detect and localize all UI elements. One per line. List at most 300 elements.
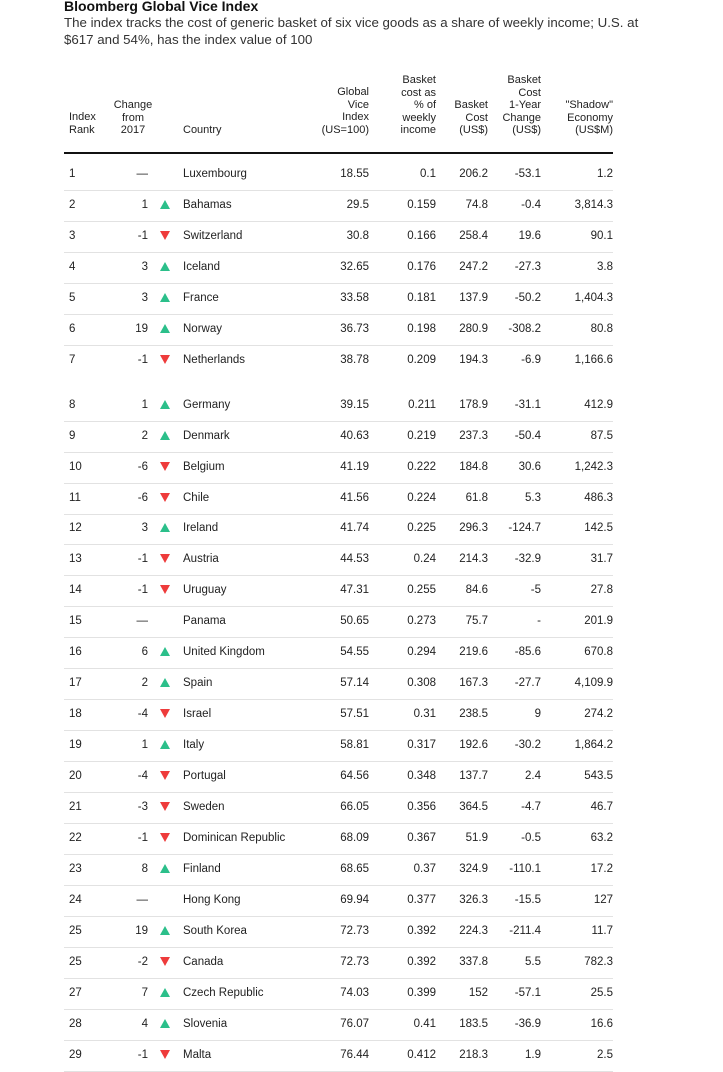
table-row	[64, 422, 613, 453]
income-share-cell: 0.209	[407, 353, 436, 366]
rank-cell: 15	[69, 615, 82, 628]
country-cell: Austria	[183, 553, 219, 566]
change-cell: -1	[137, 1048, 148, 1061]
header-line: Cost	[518, 86, 541, 99]
cost-change-cell: -5	[530, 584, 541, 597]
change-cell: -6	[137, 491, 148, 504]
shadow-economy-cell: 17.2	[590, 862, 613, 875]
header-line: (US$M)	[575, 124, 613, 136]
cost-change-cell: -27.7	[514, 677, 541, 690]
country-cell: Czech Republic	[183, 986, 264, 999]
shadow-economy-cell: 4,109.9	[574, 677, 613, 690]
arrow-up-icon	[160, 293, 170, 302]
country-cell: Italy	[183, 739, 205, 752]
cost-change-cell: -	[537, 615, 541, 628]
table-row	[64, 484, 613, 515]
header-line: (US=100)	[321, 123, 369, 136]
header-line: Basket	[507, 74, 541, 86]
cost-change-cell: -30.2	[514, 739, 541, 752]
basket-cost-cell: 183.5	[459, 1017, 488, 1030]
arrow-up-icon	[160, 262, 170, 271]
cost-change-cell: -57.1	[514, 986, 541, 999]
table-row	[64, 315, 613, 346]
country-cell: Luxembourg	[183, 168, 247, 180]
change-cell: 7	[141, 986, 148, 999]
rank-cell: 14	[69, 584, 82, 597]
shadow-economy-cell: 1,404.3	[574, 291, 613, 304]
rank-cell: 8	[69, 398, 76, 411]
table-row	[64, 545, 613, 576]
change-cell: —	[136, 615, 148, 628]
change-cell: 1	[141, 198, 148, 211]
rank-cell: 25	[69, 924, 82, 937]
vice-index-cell: 30.8	[346, 229, 369, 242]
income-share-cell: 0.308	[407, 677, 436, 690]
vice-index-cell: 41.19	[340, 460, 369, 473]
income-share-cell: 0.222	[407, 460, 436, 473]
table-row	[64, 638, 613, 669]
header-country	[183, 124, 222, 137]
vice-index-cell: 32.65	[340, 260, 369, 273]
change-cell: 8	[141, 862, 148, 875]
cost-change-cell: -211.4	[509, 924, 541, 937]
arrow-down-icon	[160, 585, 170, 594]
country-cell: Uruguay	[183, 584, 227, 597]
basket-cost-cell: 326.3	[459, 893, 488, 906]
cost-change-cell: -308.2	[508, 322, 541, 335]
table-row	[64, 700, 613, 731]
rank-cell: 18	[69, 708, 82, 721]
vice-index-cell: 38.78	[340, 353, 369, 366]
basket-cost-cell: 218.3	[459, 1048, 488, 1061]
shadow-economy-cell: 274.2	[584, 708, 613, 721]
vice-index-cell: 76.44	[340, 1048, 369, 1061]
vice-index-cell: 64.56	[340, 770, 369, 783]
shadow-economy-cell: 782.3	[584, 955, 613, 968]
header-line: Change	[502, 111, 541, 124]
header-line: Economy	[567, 111, 613, 124]
header-basket-pct-income	[401, 74, 436, 137]
header-shadow-economy	[565, 99, 613, 137]
income-share-cell: 0.348	[407, 770, 436, 783]
vice-index-cell: 36.73	[340, 322, 369, 335]
table-row	[64, 917, 613, 948]
income-share-cell: 0.176	[407, 260, 436, 273]
income-share-cell: 0.1	[420, 168, 436, 180]
income-share-cell: 0.224	[407, 491, 436, 504]
basket-cost-cell: 192.6	[459, 739, 488, 752]
basket-cost-cell: 84.6	[465, 584, 488, 597]
shadow-economy-cell: 46.7	[590, 801, 613, 813]
row-divider	[64, 1071, 613, 1072]
table-row	[64, 793, 613, 824]
vice-index-cell: 39.15	[340, 398, 369, 411]
country-cell: Finland	[183, 862, 221, 875]
income-share-cell: 0.392	[407, 955, 436, 968]
header-rank	[69, 111, 96, 136]
change-cell: 2	[141, 429, 148, 442]
shadow-economy-cell: 670.8	[584, 646, 613, 659]
table-row	[64, 191, 613, 222]
income-share-cell: 0.198	[407, 322, 436, 335]
cost-change-cell: 9	[534, 708, 541, 721]
cost-change-cell: -6.9	[521, 353, 541, 366]
country-cell: United Kingdom	[183, 646, 265, 659]
header-line: cost as	[401, 86, 436, 99]
rank-cell: 29	[69, 1048, 82, 1061]
arrow-down-icon	[160, 231, 170, 240]
table-row	[64, 731, 613, 762]
shadow-economy-cell: 27.8	[590, 584, 613, 597]
country-cell: Netherlands	[183, 353, 246, 366]
basket-cost-cell: 74.8	[465, 198, 488, 211]
shadow-economy-cell: 16.6	[590, 1017, 613, 1030]
header-line: (US$)	[512, 124, 541, 136]
arrow-up-icon	[160, 864, 170, 873]
vice-index-cell: 41.56	[340, 491, 369, 504]
basket-cost-cell: 337.8	[459, 955, 488, 968]
rank-cell: 5	[69, 291, 76, 304]
cost-change-cell: 19.6	[518, 229, 541, 242]
cost-change-cell: 30.6	[518, 460, 541, 473]
arrow-up-icon	[160, 523, 170, 532]
income-share-cell: 0.225	[407, 522, 436, 535]
country-cell: Malta	[183, 1048, 212, 1061]
shadow-economy-cell: 127	[593, 893, 613, 906]
cost-change-cell: -4.7	[521, 801, 541, 813]
basket-cost-cell: 152	[468, 986, 488, 999]
table-row	[64, 160, 613, 191]
arrow-up-icon	[160, 431, 170, 440]
shadow-economy-cell: 201.9	[584, 615, 613, 628]
table-row	[64, 948, 613, 979]
income-share-cell: 0.399	[407, 986, 436, 999]
country-cell: Belgium	[183, 460, 225, 473]
shadow-economy-cell: 3,814.3	[574, 198, 613, 211]
change-cell: 1	[141, 739, 148, 752]
country-cell: Hong Kong	[183, 893, 241, 906]
cost-change-cell: -53.1	[514, 168, 541, 180]
arrow-up-icon	[160, 1019, 170, 1028]
table-row	[64, 253, 613, 284]
cost-change-cell: -50.2	[514, 291, 541, 304]
cost-change-cell: -124.7	[508, 522, 541, 535]
header-line: Country	[183, 124, 222, 136]
country-cell: Panama	[183, 615, 226, 628]
rank-cell: 21	[69, 801, 82, 813]
shadow-economy-cell: 3.8	[597, 260, 613, 273]
change-cell: -6	[137, 460, 148, 473]
vice-index-cell: 57.51	[340, 708, 369, 721]
shadow-economy-cell: 31.7	[590, 553, 613, 566]
table-row	[64, 222, 613, 253]
table-row	[64, 514, 613, 545]
basket-cost-cell: 238.5	[459, 708, 488, 721]
header-line: Basket	[402, 74, 436, 86]
vice-index-cell: 66.05	[340, 801, 369, 813]
rank-cell: 11	[69, 491, 81, 504]
basket-cost-cell: 296.3	[459, 522, 488, 535]
basket-cost-cell: 258.4	[459, 229, 488, 242]
header-line: Basket	[454, 99, 488, 111]
rank-cell: 4	[69, 260, 76, 273]
change-cell: -1	[137, 353, 148, 366]
header-rule	[64, 152, 613, 154]
header-line: Change	[113, 99, 153, 111]
rank-cell: 17	[69, 677, 82, 690]
table-row	[64, 284, 613, 315]
vice-index-cell: 33.58	[340, 291, 369, 304]
vice-index-cell: 69.94	[340, 893, 369, 906]
change-cell: 3	[141, 291, 148, 304]
arrow-up-icon	[160, 200, 170, 209]
rank-cell: 25	[69, 955, 82, 968]
change-cell: 19	[135, 322, 148, 335]
rank-cell: 6	[69, 322, 76, 335]
rank-cell: 12	[69, 522, 82, 535]
header-line: from	[122, 111, 144, 124]
header-line: (US$)	[459, 124, 488, 136]
vice-index-cell: 68.65	[340, 862, 369, 875]
change-cell: 4	[141, 1017, 148, 1030]
rank-cell: 24	[69, 893, 82, 906]
arrow-down-icon	[160, 957, 170, 966]
header-line: income	[400, 124, 436, 136]
rank-cell: 2	[69, 198, 76, 211]
cost-change-cell: -0.5	[521, 831, 541, 844]
cost-change-cell: -36.9	[514, 1017, 541, 1030]
rank-cell: 22	[69, 831, 82, 844]
header-line: Cost	[465, 111, 488, 124]
country-cell: Chile	[183, 491, 210, 504]
country-cell: Iceland	[183, 260, 221, 273]
table-row	[64, 391, 613, 422]
table-row	[64, 669, 613, 700]
header-line: % of	[413, 99, 436, 111]
income-share-cell: 0.273	[407, 615, 436, 628]
shadow-economy-cell: 543.5	[584, 770, 613, 783]
header-line: Index	[69, 111, 96, 123]
change-cell: 2	[141, 677, 148, 690]
arrow-down-icon	[160, 709, 170, 718]
cost-change-cell: -31.1	[514, 398, 541, 411]
shadow-economy-cell: 1,166.6	[574, 353, 613, 366]
basket-cost-cell: 206.2	[459, 168, 488, 180]
change-cell: -4	[137, 708, 148, 721]
vice-index-cell: 72.73	[340, 924, 369, 937]
country-cell: Norway	[183, 322, 222, 335]
country-cell: Israel	[183, 708, 212, 721]
arrow-up-icon	[160, 647, 170, 656]
cost-change-cell: 5.5	[525, 955, 541, 968]
rank-cell: 9	[69, 429, 76, 442]
arrow-down-icon	[160, 771, 170, 780]
rank-cell: 19	[69, 739, 82, 752]
header-global-vice-index	[322, 86, 369, 136]
income-share-cell: 0.181	[407, 291, 436, 304]
country-cell: France	[183, 291, 219, 304]
basket-cost-cell: 137.7	[459, 770, 488, 783]
income-share-cell: 0.219	[407, 429, 436, 442]
vice-index-cell: 44.53	[340, 553, 369, 566]
income-share-cell: 0.294	[407, 646, 436, 659]
country-cell: Denmark	[183, 429, 230, 442]
cost-change-cell: 5.3	[525, 491, 541, 504]
table-row	[64, 1041, 613, 1072]
shadow-economy-cell: 2.5	[597, 1048, 613, 1061]
header-line: Vice	[347, 98, 369, 111]
arrow-down-icon	[160, 833, 170, 842]
table-row	[64, 1010, 613, 1041]
basket-cost-cell: 214.3	[459, 553, 488, 566]
country-cell: Sweden	[183, 801, 225, 813]
table-row	[64, 855, 613, 886]
basket-cost-cell: 219.6	[459, 646, 488, 659]
shadow-economy-cell: 87.5	[590, 429, 613, 442]
header-basket-cost-change	[502, 74, 541, 137]
country-cell: Slovenia	[183, 1017, 228, 1030]
vice-index-cell: 68.09	[340, 831, 369, 844]
rank-cell: 1	[69, 168, 76, 180]
cost-change-cell: -15.5	[514, 893, 541, 906]
rank-cell: 3	[69, 229, 76, 242]
shadow-economy-cell: 63.2	[590, 831, 613, 844]
header-line: "Shadow"	[565, 99, 613, 111]
shadow-economy-cell: 11.7	[591, 924, 613, 937]
shadow-economy-cell: 486.3	[584, 491, 613, 504]
income-share-cell: 0.159	[407, 198, 436, 211]
arrow-down-icon	[160, 802, 170, 811]
header-line: Index	[342, 111, 369, 123]
shadow-economy-cell: 90.1	[590, 229, 613, 242]
income-share-cell: 0.255	[407, 584, 436, 597]
table-row	[64, 979, 613, 1010]
change-cell: -1	[137, 831, 148, 844]
change-cell: —	[136, 893, 148, 906]
vice-index-cell: 50.65	[340, 615, 369, 628]
arrow-up-icon	[160, 400, 170, 409]
arrow-up-icon	[160, 678, 170, 687]
rank-cell: 16	[69, 646, 82, 659]
rank-cell: 20	[69, 770, 82, 783]
cost-change-cell: -32.9	[514, 553, 541, 566]
vice-index-cell: 57.14	[340, 677, 369, 690]
vice-index-cell: 41.74	[340, 522, 369, 535]
change-cell: -4	[137, 770, 148, 783]
change-cell: -1	[137, 584, 148, 597]
table-row	[64, 824, 613, 855]
income-share-cell: 0.317	[407, 739, 436, 752]
income-share-cell: 0.41	[413, 1017, 436, 1030]
basket-cost-cell: 237.3	[459, 429, 488, 442]
vice-index-cell: 74.03	[340, 986, 369, 999]
change-cell: 1	[141, 398, 148, 411]
chart-title: Bloomberg Global Vice Index	[64, 0, 259, 14]
country-cell: Canada	[183, 955, 224, 968]
basket-cost-cell: 51.9	[465, 831, 488, 844]
income-share-cell: 0.31	[413, 708, 436, 721]
country-cell: Ireland	[183, 522, 219, 535]
table-row	[64, 762, 613, 793]
header-change	[102, 99, 164, 137]
change-cell: 3	[141, 522, 148, 535]
rank-cell: 7	[69, 353, 76, 366]
income-share-cell: 0.24	[413, 553, 436, 566]
vice-index-cell: 47.31	[340, 584, 369, 597]
shadow-economy-cell: 1,242.3	[574, 460, 613, 473]
arrow-down-icon	[160, 493, 170, 502]
country-cell: Spain	[183, 677, 213, 690]
header-line: 1-Year	[508, 99, 541, 111]
country-cell: Dominican Republic	[183, 831, 286, 844]
vice-index-cell: 18.55	[340, 168, 369, 180]
shadow-economy-cell: 25.5	[590, 986, 613, 999]
change-cell: -1	[137, 553, 148, 566]
rank-cell: 13	[69, 553, 82, 566]
income-share-cell: 0.37	[413, 862, 436, 875]
cost-change-cell: -50.4	[514, 429, 541, 442]
basket-cost-cell: 280.9	[459, 322, 488, 335]
basket-cost-cell: 184.8	[459, 460, 488, 473]
shadow-economy-cell: 1,864.2	[574, 739, 613, 752]
arrow-down-icon	[160, 462, 170, 471]
table-row	[64, 346, 613, 377]
country-cell: Switzerland	[183, 229, 243, 242]
arrow-down-icon	[160, 1050, 170, 1059]
cost-change-cell: 1.9	[525, 1048, 541, 1061]
country-cell: Bahamas	[183, 198, 232, 211]
header-line: Rank	[69, 123, 95, 136]
income-share-cell: 0.356	[407, 801, 436, 813]
header-basket-cost	[454, 99, 488, 137]
basket-cost-cell: 178.9	[459, 398, 488, 411]
shadow-economy-cell: 142.5	[584, 522, 613, 535]
income-share-cell: 0.367	[407, 831, 436, 844]
arrow-up-icon	[160, 988, 170, 997]
change-cell: -3	[137, 801, 148, 813]
country-cell: Portugal	[183, 770, 226, 783]
basket-cost-cell: 167.3	[459, 677, 488, 690]
basket-cost-cell: 224.3	[459, 924, 488, 937]
cost-change-cell: -110.1	[509, 862, 541, 875]
income-share-cell: 0.412	[407, 1048, 436, 1061]
basket-cost-cell: 75.7	[465, 615, 488, 628]
income-share-cell: 0.211	[408, 398, 436, 411]
table-row	[64, 607, 613, 638]
basket-cost-cell: 364.5	[459, 801, 488, 813]
basket-cost-cell: 324.9	[459, 862, 488, 875]
cost-change-cell: -0.4	[521, 198, 541, 211]
vice-index-cell: 29.5	[346, 198, 369, 211]
cost-change-cell: -27.3	[514, 260, 541, 273]
change-cell: 6	[141, 646, 148, 659]
cost-change-cell: 2.4	[525, 770, 541, 783]
shadow-economy-cell: 1.2	[597, 168, 613, 180]
income-share-cell: 0.166	[407, 229, 436, 242]
change-cell: —	[136, 168, 148, 180]
income-share-cell: 0.377	[407, 893, 436, 906]
basket-cost-cell: 61.8	[465, 491, 488, 504]
basket-cost-cell: 137.9	[459, 291, 488, 304]
cost-change-cell: -85.6	[514, 646, 541, 659]
basket-cost-cell: 247.2	[459, 260, 488, 273]
basket-cost-cell: 194.3	[459, 353, 488, 366]
change-cell: -1	[137, 229, 148, 242]
shadow-economy-cell: 80.8	[590, 322, 613, 335]
vice-index-cell: 58.81	[340, 739, 369, 752]
table-row	[64, 576, 613, 607]
country-cell: Germany	[183, 398, 231, 411]
